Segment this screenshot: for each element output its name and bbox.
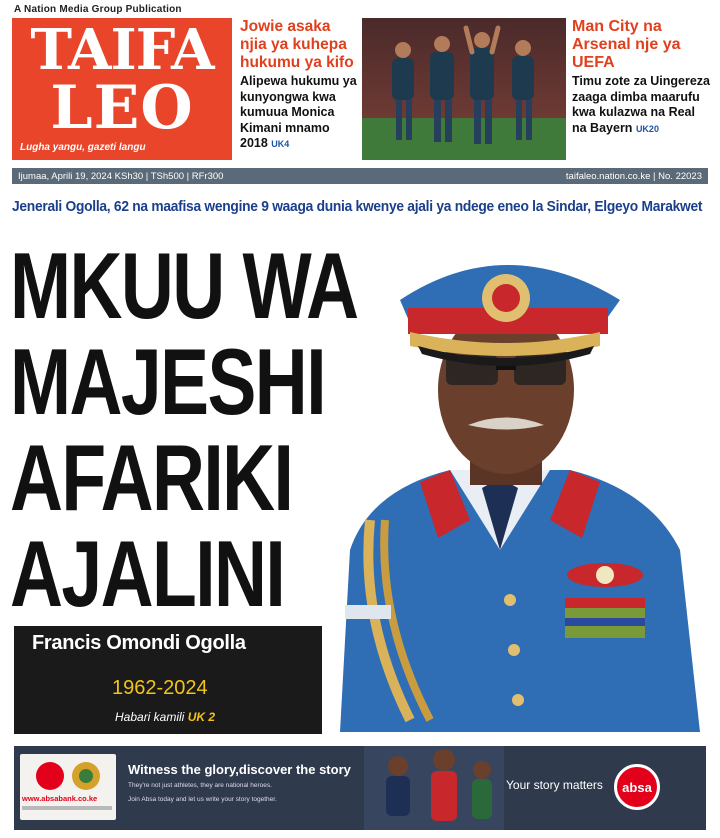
ad-athletes-image [364, 746, 504, 830]
kicker-headline: Jenerali Ogolla, 62 na maafisa wengine 9 waaga dunia kwenye ajali ya ndege eneo la Sindar, Elgeyo Marakwet [12, 198, 703, 215]
teaser-right-page-ref: UK20 [635, 123, 659, 134]
teaser-left-page-ref: UK4 [271, 139, 290, 149]
teaser-left-headline: Jowie asaka njia ya kuhepa hukumu ya kifo [240, 18, 354, 71]
football-photo [362, 18, 566, 160]
publisher-line: A Nation Media Group Publication [14, 4, 182, 15]
masthead-logo[interactable] [12, 18, 232, 160]
general-portrait [300, 220, 712, 732]
obituary-more-link[interactable] [115, 710, 215, 724]
ad-tagline: Your story matters [506, 778, 603, 792]
headline-line: MAJESHI [10, 329, 326, 434]
ad-subtext-2: Join Absa today and let us write your story together. [128, 796, 277, 803]
teaser-left-body-text: Alipewa hukumu ya kunyongwa kwa kumuua Monica Kimani mnamo 2018 [240, 74, 357, 150]
site-issue-text: taifaleo.nation.co.ke | No. 22023 [565, 170, 702, 182]
ad-subtext-1: They're not just athletes, they are national heroes. [128, 782, 272, 789]
headline-line: MKUU WA [10, 233, 358, 338]
obituary-name: Francis Omondi Ogolla [32, 632, 246, 654]
date-price-bar [12, 168, 708, 184]
teaser-left-body [240, 74, 358, 153]
absa-advertisement[interactable] [14, 746, 706, 830]
obituary-years: 1962-2024 [112, 677, 208, 699]
teaser-right-body [572, 74, 712, 137]
masthead-tagline: Lugha yangu, gazeti langu [20, 142, 146, 153]
obituary-page-ref: UK 2 [187, 710, 216, 724]
ad-headline: Witness the glory,discover the story [128, 762, 351, 777]
ad-fine-print [22, 806, 112, 810]
absa-logo-badge[interactable]: absa [614, 764, 660, 810]
headline-line: AJALINI [10, 521, 285, 626]
teaser-story-right[interactable] [572, 18, 712, 137]
headline-line: AFARIKI [10, 425, 293, 530]
ad-sponsor-logos [20, 754, 116, 820]
obituary-box [14, 626, 322, 734]
teaser-right-body-text: Timu zote za Uingereza zaaga dimba maarufu kwa kulazwa na Real na Bayern [572, 74, 710, 135]
obituary-more-text: Habari kamili [115, 710, 185, 724]
date-price-text: Ijumaa, Aprili 19, 2024 KSh30 | TSh500 | RFr300 [18, 170, 224, 182]
teaser-right-headline: Man City na Arsenal nje ya UEFA [572, 18, 681, 71]
ad-website: www.absabank.co.ke [22, 794, 98, 803]
teaser-story-left[interactable] [240, 18, 358, 153]
masthead-title-line1: TAIFA [30, 17, 214, 83]
masthead-title-line2: LEO [50, 73, 194, 143]
